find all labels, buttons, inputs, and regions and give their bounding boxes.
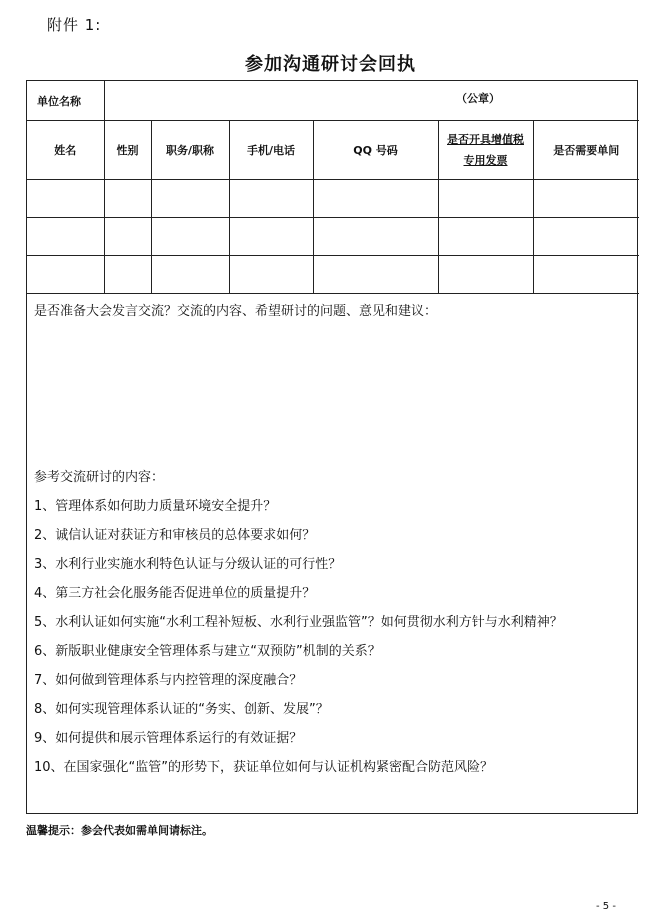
table-row <box>27 180 639 218</box>
cell-position[interactable] <box>151 218 229 256</box>
col-header-invoice <box>438 121 533 180</box>
cell-invoice[interactable] <box>438 218 533 256</box>
list-item: 1、管理体系如何助力质量环境安全提升？ <box>34 499 277 514</box>
list-item: 6、新版职业健康安全管理体系与建立“双预防”机制的关系？ <box>34 644 381 659</box>
cell-qq[interactable] <box>313 180 438 218</box>
list-item: 9、如何提供和展示管理体系运行的有效证据？ <box>34 731 303 746</box>
cell-gender[interactable] <box>104 218 151 256</box>
list-item: 4、第三方社会化服务能否促进单位的质量提升？ <box>34 586 316 601</box>
cell-name[interactable] <box>27 180 104 218</box>
col-header-single-room: 是否需要单间 <box>533 121 639 180</box>
seal-label: （公章） <box>456 92 501 105</box>
unit-row <box>27 81 639 121</box>
list-item: 5、水利认证如何实施“水利工程补短板、水利行业强监管”？如何贯彻水利方针与水利精神？ <box>34 615 563 630</box>
cell-single-room[interactable] <box>533 180 639 218</box>
registration-table <box>27 81 639 294</box>
cell-qq[interactable] <box>313 256 438 294</box>
col-header-position: 职务/职称 <box>151 121 229 180</box>
list-item: 7、如何做到管理体系与内控管理的深度融合？ <box>34 673 303 688</box>
col-header-name: 姓名 <box>27 121 104 180</box>
cell-single-room[interactable] <box>533 218 639 256</box>
cell-phone[interactable] <box>229 180 313 218</box>
col-header-phone: 手机/电话 <box>229 121 313 180</box>
cell-invoice[interactable] <box>438 256 533 294</box>
page-number: - 5 - <box>596 901 616 912</box>
list-item: 10、在国家强化“监管”的形势下，获证单位如何与认证机构紧密配合防范风险？ <box>34 760 494 775</box>
invoice-header-line2: 专用发票 <box>463 154 508 167</box>
table-row <box>27 256 639 294</box>
cell-name[interactable] <box>27 256 104 294</box>
speech-prompt: 是否准备大会发言交流？交流的内容、希望研讨的问题、意见和建议： <box>34 304 438 319</box>
cell-invoice[interactable] <box>438 180 533 218</box>
cell-phone[interactable] <box>229 256 313 294</box>
table-row <box>27 218 639 256</box>
cell-gender[interactable] <box>104 180 151 218</box>
cell-single-room[interactable] <box>533 256 639 294</box>
list-item: 2、诚信认证对获证方和审核员的总体要求如何？ <box>34 528 316 543</box>
col-header-qq: QQ 号码 <box>313 121 438 180</box>
cell-position[interactable] <box>151 180 229 218</box>
list-item: 8、如何实现管理体系认证的“务实、创新、发展”？ <box>34 702 329 717</box>
reply-form <box>26 80 638 814</box>
unit-name-field[interactable] <box>104 81 639 121</box>
page-title: 参加沟通研讨会回执 <box>245 54 416 75</box>
reference-topics-list <box>34 498 563 788</box>
invoice-header-line1: 是否开具增值税 <box>447 133 524 146</box>
list-item: 3、水利行业实施水利特色认证与分级认证的可行性？ <box>34 557 342 572</box>
table-header-row <box>27 121 639 180</box>
cell-phone[interactable] <box>229 218 313 256</box>
cell-qq[interactable] <box>313 218 438 256</box>
unit-name-label: 单位名称 <box>27 81 104 121</box>
reminder-tip: 温馨提示：参会代表如需单间请标注。 <box>26 824 213 837</box>
cell-position[interactable] <box>151 256 229 294</box>
cell-gender[interactable] <box>104 256 151 294</box>
col-header-gender: 性别 <box>104 121 151 180</box>
cell-name[interactable] <box>27 218 104 256</box>
attachment-label: 附件 1: <box>47 16 102 34</box>
reference-topics-title: 参考交流研讨的内容： <box>34 470 165 485</box>
